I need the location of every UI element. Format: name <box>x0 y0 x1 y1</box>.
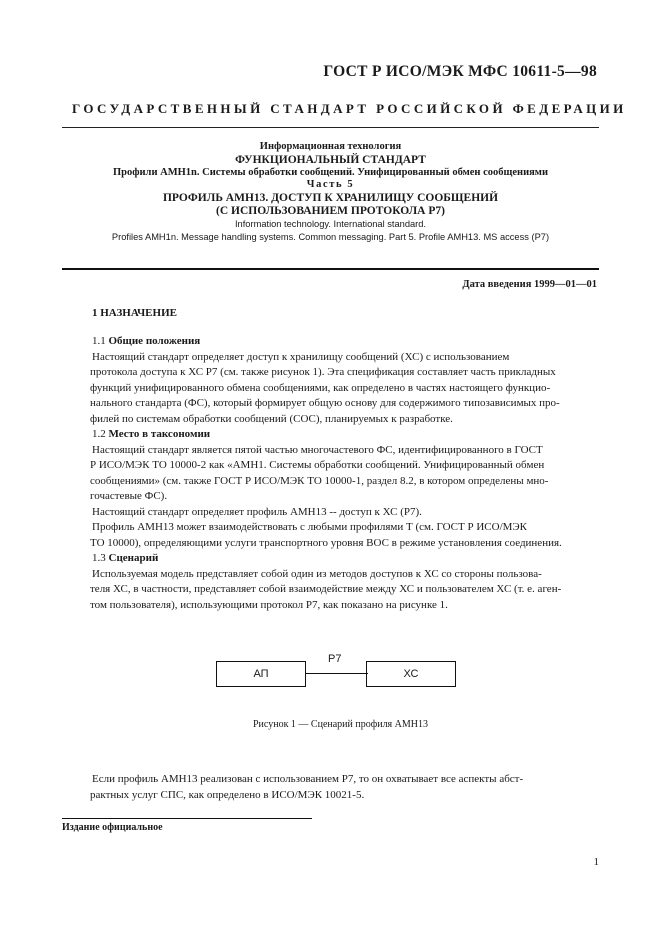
standard-banner: ГОСУДАРСТВЕННЫЙ СТАНДАРТ РОССИЙСКОЙ ФЕДЕРАЦИИ <box>72 101 627 116</box>
title-line-profile-name: ПРОФИЛЬ АМН13. ДОСТУП К ХРАНИЛИЩУ СООБЩЕНИЙ <box>162 192 499 205</box>
section-heading: 1 НАЗНАЧЕНИЕ <box>92 307 177 319</box>
paragraph-line: Если профиль АМН13 реализован с использованием Р7, то он охватывает все аспекты абст- <box>92 773 524 785</box>
paragraph-line: протокола доступа к ХС Р7 (см. также рисунок 1). Эта спецификация составляет часть прикладных <box>90 366 556 378</box>
figure-caption: Рисунок 1 — Сценарий профиля АМН13 <box>253 719 428 730</box>
title-line-protocol: (С ИСПОЛЬЗОВАНИЕМ ПРОТОКОЛА Р7) <box>216 204 445 217</box>
subsection-title: Сценарий <box>108 552 159 564</box>
title-block <box>62 141 599 243</box>
subsection-heading-1-2 <box>92 427 599 443</box>
page-number: 1 <box>593 856 599 868</box>
protocol-label: Р7 <box>328 653 342 665</box>
paragraph-line: функций унифицированного обмена сообщениями, как определено в частях настоящего функцио- <box>90 381 551 394</box>
subsection-number: 1.3 <box>92 552 109 564</box>
official-edition-note: Издание официальное <box>62 822 163 833</box>
paragraph-line: филей по системам обработки сообщений (СОС), планируемых к разработке. <box>90 412 453 425</box>
paragraph-line: теля ХС, в частности, представляет собой взаимодействие между ХС и пользователем ХС (т. е. аген- <box>90 583 562 595</box>
paragraph-line: Настоящий стандарт определяет доступ к хранилищу сообщений (ХС) с использованием <box>92 350 510 363</box>
section-body <box>92 334 599 613</box>
user-agent-box: АП <box>216 661 306 687</box>
connection-line <box>306 673 368 674</box>
paragraph-line: Настоящий стандарт является пятой частью многочастевого ФС, идентифицированного в ГОСТ <box>92 443 543 456</box>
paragraph-line: Р ИСО/МЭК ТО 10000-2 как «АМН1. Системы обработки сообщений. Унифицированный обмен <box>90 459 545 471</box>
introduction-date: Дата введения 1999—01—01 <box>462 279 597 290</box>
subsection-heading-1-1 <box>92 334 599 350</box>
subsection-title: Место в таксономии <box>108 428 211 440</box>
paragraph-line: ТО 10000), определяющими услуги транспортного уровня ВОС в режиме установления соединения. <box>90 536 562 549</box>
footer-divider <box>62 818 312 819</box>
title-line-part: Часть 5 <box>306 179 355 191</box>
title-line-topic: Информационная технология <box>259 141 402 152</box>
figure-scenario-diagram <box>216 655 456 691</box>
paragraph-line: Профиль АМН13 может взаимодействовать с любыми профилями Т (см. ГОСТ Р ИСО/МЭК <box>92 521 528 533</box>
paragraph-line: сообщениями» (см. также ГОСТ Р ИСО/МЭК ТО 10000-1, раздел 8.2, в котором определены мно- <box>90 474 549 487</box>
title-english-line1: Information technology. International standard. <box>234 218 427 229</box>
subsection-title: Общие положения <box>108 335 201 347</box>
paragraph-line: нального стандарта (ФС), который формирует общую основу для содержимого типозависимых про- <box>90 397 560 409</box>
paragraph-line: Настоящий стандарт определяет профиль АМН13 -- доступ к ХС (Р7). <box>92 505 422 518</box>
paragraph-line: гочастевые ФС). <box>90 490 168 502</box>
title-english-line2: Profiles AMH1n. Message handling systems. Common messaging. Part 5. Profile AMH13. MS access (P7) <box>111 231 550 242</box>
document-number: ГОСТ Р ИСО/МЭК МФС 10611-5—98 <box>323 63 597 80</box>
title-line-profiles: Профили АМН1n. Системы обработки сообщений. Унифицированный обмен сообщениями <box>112 166 549 178</box>
paragraph-line: том пользователя), использующими протокол Р7, как показано на рисунке 1. <box>90 598 448 611</box>
paragraph-line: рактных услуг СПС, как определено в ИСО/МЭК 10021-5. <box>90 788 365 801</box>
message-store-box: ХС <box>366 661 456 687</box>
paragraph-line: Используемая модель представляет собой один из методов доступов к ХС со стороны пользова- <box>92 567 542 580</box>
closing-paragraph <box>92 772 599 803</box>
title-line-standard-type: ФУНКЦИОНАЛЬНЫЙ СТАНДАРТ <box>235 153 426 166</box>
banner-divider <box>62 127 599 128</box>
title-divider <box>62 268 599 270</box>
subsection-number: 1.1 <box>92 335 109 347</box>
subsection-heading-1-3 <box>92 551 599 567</box>
subsection-number: 1.2 <box>92 428 109 440</box>
